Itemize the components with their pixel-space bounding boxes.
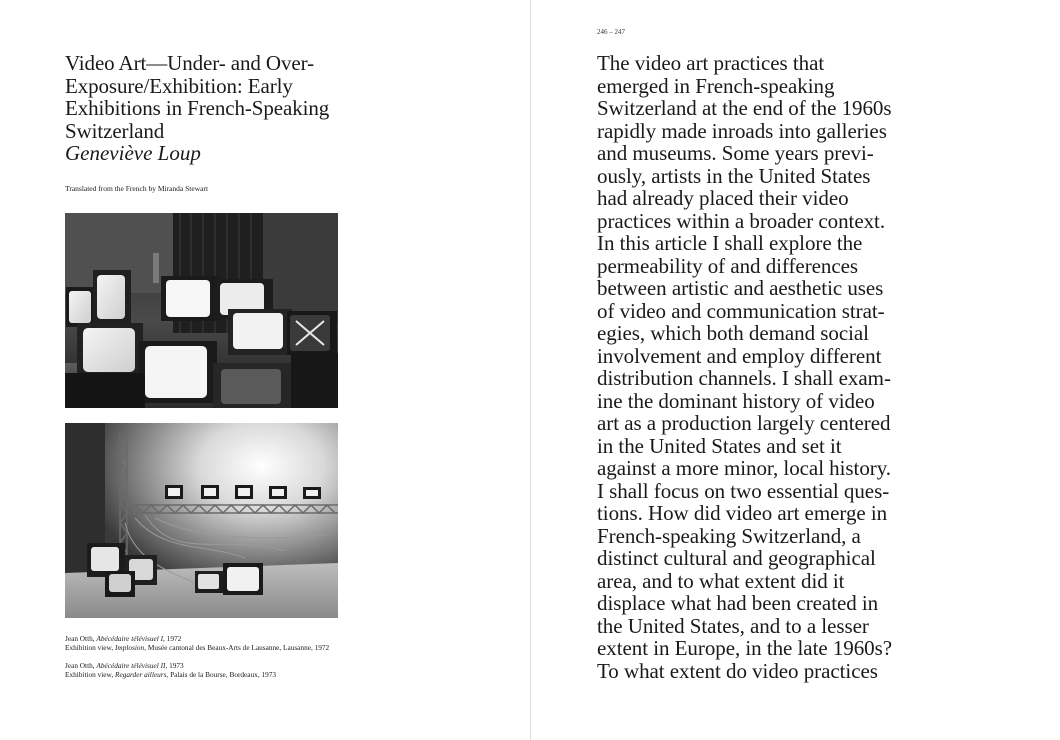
caption-text: Exhibition view,	[65, 670, 115, 680]
body-line: In this article I shall explore the	[597, 231, 863, 255]
translator-credit: Translated from the French by Miranda Stewart	[65, 184, 209, 193]
caption-text: Jean Otth,	[65, 634, 97, 643]
caption-exhibition-title: Implosion	[115, 643, 145, 653]
body-line: involvement and employ different	[597, 343, 882, 368]
body-line: had already placed their video	[597, 186, 849, 210]
body-line: of video and communication strat-	[597, 298, 885, 323]
body-line: rapidly made inroads into galleries	[597, 118, 887, 143]
body-line: To what extent do video practices	[597, 658, 878, 683]
body-text	[597, 52, 917, 682]
body-line: area, and to what extent did it	[597, 568, 845, 593]
exhibition-photo-1	[65, 213, 338, 408]
caption-text: , 1973	[165, 661, 184, 670]
title-line: Video Art—Under- and Over-	[65, 51, 314, 75]
title-line: Exhibitions in French-Speaking	[65, 96, 330, 120]
body-line: distinct cultural and geographical	[597, 546, 876, 570]
body-line: Switzerland at the end of the 1960s	[597, 96, 892, 120]
body-line: emerged in French-speaking	[597, 73, 835, 98]
caption-artwork-line	[65, 661, 365, 670]
caption-artwork-line	[65, 634, 365, 643]
body-line: and museums. Some years previ-	[597, 141, 874, 165]
caption-exhibition-line	[65, 670, 365, 679]
body-line: displace what had been created in	[597, 591, 879, 615]
body-line: between artistic and aesthetic uses	[597, 276, 884, 300]
article-author: Geneviève Loup	[65, 141, 201, 165]
body-line: art as a production largely centered	[597, 411, 891, 435]
caption-artwork-title: Abécédaire télévisuel II	[96, 661, 166, 670]
body-line: extent in Europe, in the late 1960s?	[597, 636, 893, 660]
figure-caption-2	[65, 661, 365, 680]
caption-text: Exhibition view,	[65, 643, 115, 653]
title-line: Switzerland	[65, 118, 165, 143]
article-title	[65, 52, 385, 142]
body-line: in the United States and set it	[597, 433, 842, 458]
caption-text: , Musée cantonal des Beaux-Arts de Lausanne, Lausanne, 1972	[144, 643, 330, 653]
figure-caption-1	[65, 634, 365, 653]
body-line: tions. How did video art emerge in	[597, 501, 888, 525]
exhibition-photo-2	[65, 423, 338, 618]
caption-text: , Palais de la Bourse, Bordeaux, 1973	[166, 670, 277, 680]
body-line: The video art practices that	[597, 51, 825, 75]
caption-text: , 1972	[163, 634, 182, 643]
body-line: against a more minor, local history.	[597, 456, 892, 480]
body-line: distribution channels. I shall exam-	[597, 366, 891, 390]
body-line: ously, artists in the United States	[597, 163, 871, 188]
caption-exhibition-line	[65, 643, 365, 652]
body-line: French-speaking Switzerland, a	[597, 523, 861, 548]
body-line: I shall focus on two essential ques-	[597, 478, 890, 503]
body-line: the United States, and to a lesser	[597, 613, 869, 638]
page-folio: 246 – 247	[597, 28, 625, 36]
body-line: permeability of and differences	[597, 253, 859, 278]
truss-exhibition-photo	[65, 423, 338, 618]
body-line: practices within a broader context.	[597, 208, 886, 233]
caption-exhibition-title: Regarder ailleurs	[115, 670, 167, 680]
body-line: egies, which both demand social	[597, 321, 869, 345]
caption-text: Jean Otth,	[65, 661, 97, 670]
title-line: Exposure/Exhibition: Early	[65, 73, 293, 98]
body-line: ine the dominant history of video	[597, 388, 875, 413]
tv-stack-photo	[65, 213, 338, 408]
caption-artwork-title: Abécédaire télévisuel I	[96, 634, 164, 643]
